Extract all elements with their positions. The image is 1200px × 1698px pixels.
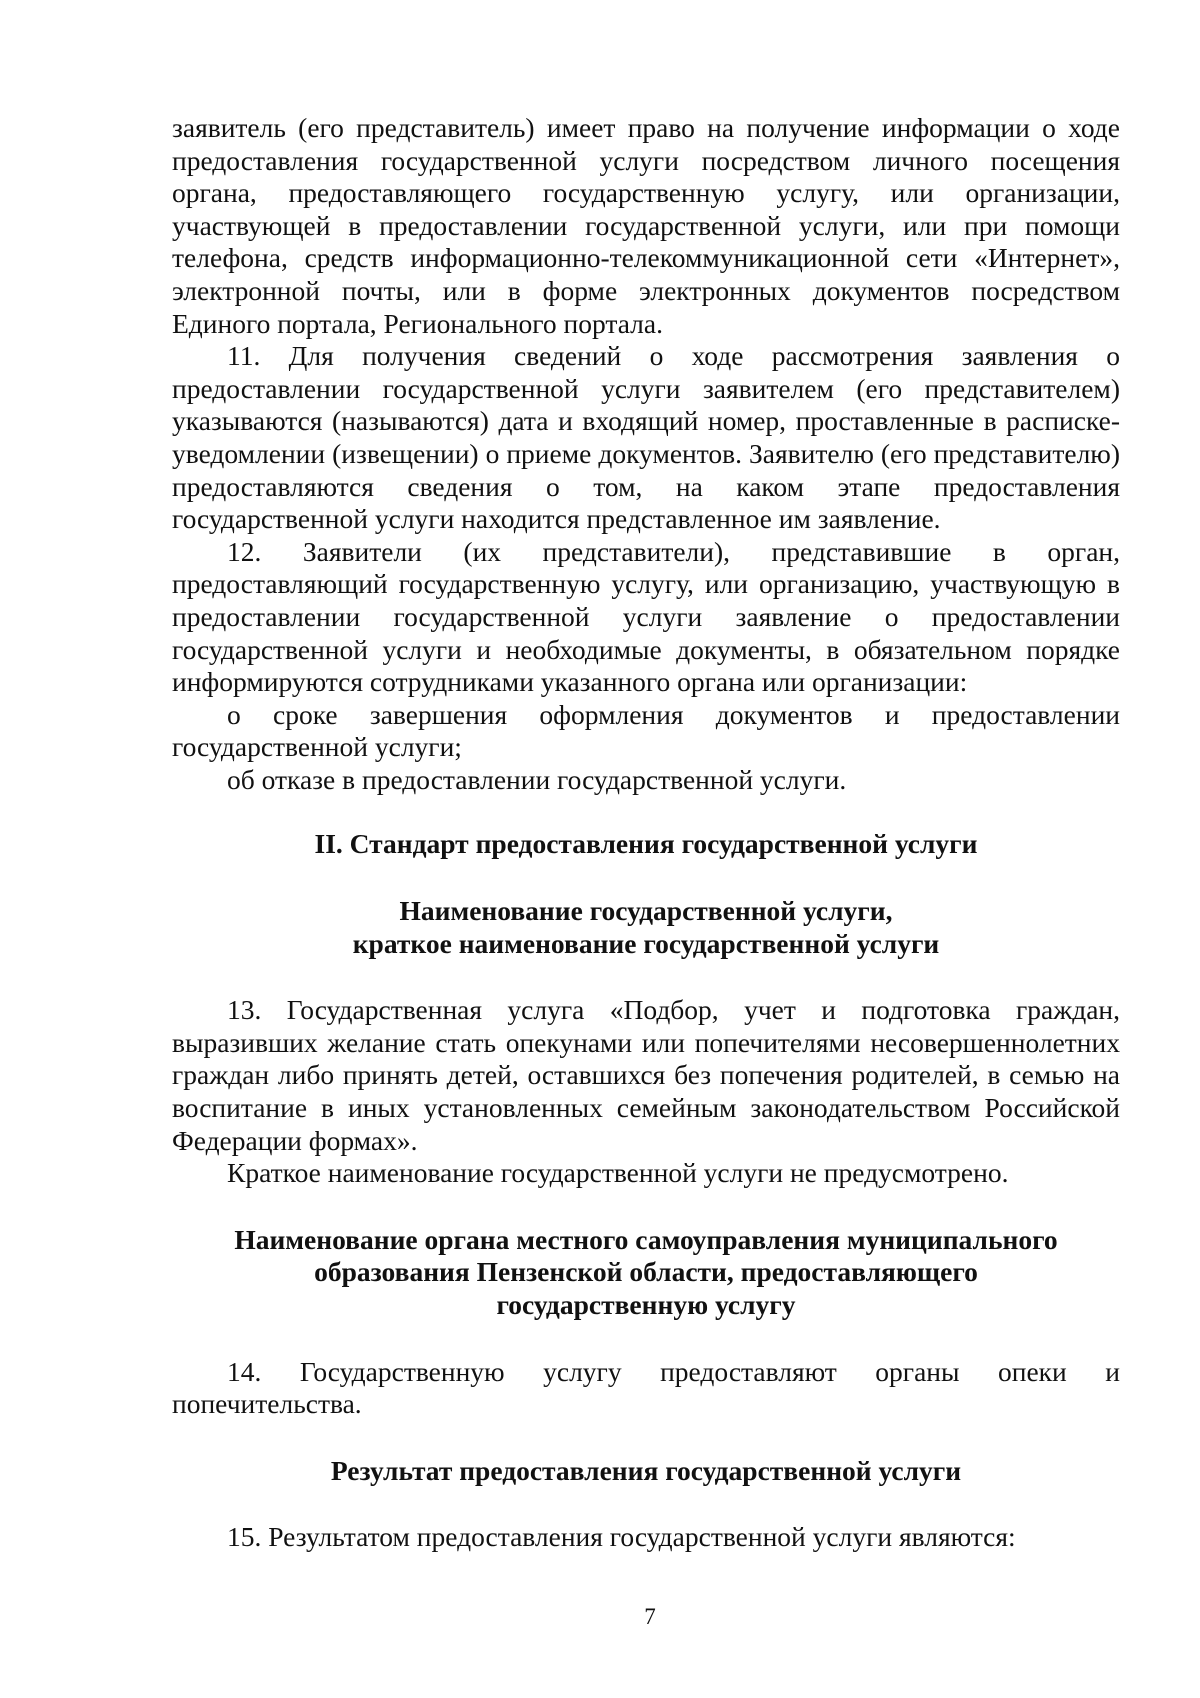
paragraph-short-name: Краткое наименование государственной услуги не предусмотрено. <box>227 1157 1009 1189</box>
heading-service-name-line2: краткое наименование государственной услуги <box>352 927 940 959</box>
page-number: 7 <box>644 1604 656 1629</box>
paragraph-12-item-refusal: об отказе в предоставлении государственной услуги. <box>227 763 847 795</box>
paragraph-14: 14. Государственную услугу предоставляют органы опеки и попечительства. <box>172 1355 1120 1420</box>
paragraph-13: 13. Государственная услуга «Подбор, учет и подготовка граждан, выразивших желание стать опекунами или попечителями несовершеннолетних граждан либо принять детей, оставшихся без попечения родителей, в семью на воспитание в иных установленных семейным законодательством Российской Федерации формах». <box>172 994 1120 1156</box>
paragraph-15: 15. Результатом предоставления государственной услуги являются: <box>227 1521 1016 1553</box>
heading-service-name <box>172 895 1120 960</box>
heading-organ-line1: Наименование органа местного самоуправления муниципального <box>234 1223 1058 1255</box>
heading-result: Результат предоставления государственной услуги <box>330 1454 962 1486</box>
paragraph-11: 11. Для получения сведений о ходе рассмотрения заявления о предоставлении государственной услуги заявителем (его представителем) указываются (называются) дата и входящий номер, проставленные в расписке-уведомлении (извещении) о приеме документов. Заявителю (его представителю) предоставляются сведения о том, на каком этапе предоставления государственной услуги находится представленное им заявление. <box>172 340 1120 535</box>
section-title: II. Стандарт предоставления государственной услуги <box>314 828 978 860</box>
heading-service-name-line1: Наименование государственной услуги, <box>399 895 893 927</box>
heading-organ-line3: государственную услугу <box>496 1289 796 1320</box>
heading-organ <box>172 1224 1120 1322</box>
document-page <box>172 112 1120 1554</box>
heading-organ-line2: образования Пензенской области, предоставляющего <box>314 1256 978 1288</box>
paragraph-12-item-deadline: о сроке завершения оформления документов и предоставлении государственной услуги; <box>172 698 1120 763</box>
paragraph-12: 12. Заявители (их представители), представившие в орган, предоставляющий государственную услугу, или организацию, участвующую в предоставлении государственной услуги заявление о предоставлении государственной услуги и необходимые документы, в обязательном порядке информируются сотрудниками указанного органа или организации: <box>172 535 1120 698</box>
paragraph-info-rights: заявитель (его представитель) имеет право на получение информации о ходе предоставления государственной услуги посредством личного посещения органа, предоставляющего государственную услугу, или организации, участвующей в предоставлении государственной услуги, или при помощи телефона, средств информационно-телекоммуникационной сети «Интернет», электронной почты, или в форме электронных документов посредством Единого портала, Регионального портала. <box>172 112 1120 339</box>
